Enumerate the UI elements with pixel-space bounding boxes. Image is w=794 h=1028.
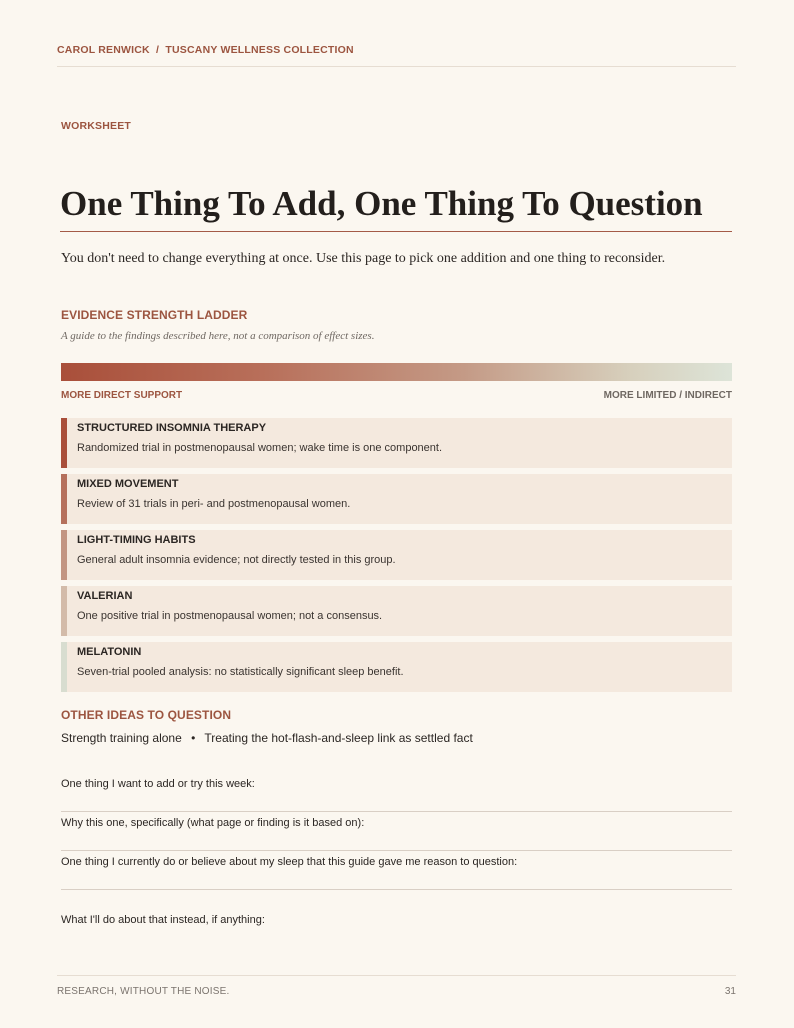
prompt-question: One thing I currently do or believe about my sleep that this guide gave me reason to question: xyxy=(61,856,518,868)
prompt-why: Why this one, specifically (what page or finding is it based on): xyxy=(61,817,365,829)
ladder-item xyxy=(61,642,732,692)
prompt-add: One thing I want to add or try this week: xyxy=(61,778,255,790)
ladder-item-desc: General adult insomnia evidence; not directly tested in this group. xyxy=(77,554,396,566)
worksheet-label: WORKSHEET xyxy=(61,120,132,132)
page-header xyxy=(57,40,736,67)
ladder-item-desc: Review of 31 trials in peri- and postmenopausal women. xyxy=(77,498,351,510)
ladder-item xyxy=(61,474,732,524)
other-ideas-heading: OTHER IDEAS TO QUESTION xyxy=(61,708,232,722)
ladder-item-name: LIGHT-TIMING HABITS xyxy=(77,534,196,546)
scale-label-direct: MORE DIRECT SUPPORT xyxy=(61,390,183,401)
scale-label-limited: MORE LIMITED / INDIRECT xyxy=(603,390,732,401)
page-title: One Thing To Add, One Thing To Question xyxy=(60,183,732,232)
other-ideas-list xyxy=(61,731,473,745)
other-idea-item: Strength training alone xyxy=(61,731,182,745)
ladder-item-desc: One positive trial in postmenopausal women; not a consensus. xyxy=(77,610,383,622)
answer-line-why[interactable] xyxy=(61,850,732,851)
evidence-swatch xyxy=(61,642,67,692)
page-number: 31 xyxy=(724,986,736,997)
footer-tagline: RESEARCH, WITHOUT THE NOISE. xyxy=(57,986,230,997)
ladder-item-name: MIXED MOVEMENT xyxy=(77,478,179,490)
other-idea-item: Treating the hot-flash-and-sleep link as settled fact xyxy=(204,731,473,745)
ladder-item-name: MELATONIN xyxy=(77,646,142,658)
answer-line-add[interactable] xyxy=(61,811,732,812)
ladder-item-desc: Randomized trial in postmenopausal women; wake time is one component. xyxy=(77,442,443,454)
footer-divider xyxy=(57,975,736,976)
ladder-item xyxy=(61,586,732,636)
evidence-swatch xyxy=(61,474,67,524)
ladder-item xyxy=(61,418,732,468)
ladder-caption: A guide to the findings described here, not a comparison of effect sizes. xyxy=(61,330,375,342)
ladder-item-name: STRUCTURED INSOMNIA THERAPY xyxy=(77,422,267,434)
evidence-swatch xyxy=(61,530,67,580)
ladder-item-name: VALERIAN xyxy=(77,590,133,602)
intro-text: You don't need to change everything at once. Use this page to pick one addition and one thing to reconsider. xyxy=(61,251,666,266)
evidence-gradient-bar xyxy=(61,363,732,381)
bullet-separator: • xyxy=(191,731,196,745)
prompt-instead: What I'll do about that instead, if anything: xyxy=(61,914,265,926)
ladder-item xyxy=(61,530,732,580)
evidence-swatch xyxy=(61,586,67,636)
answer-line-question[interactable] xyxy=(61,889,732,890)
ladder-heading: EVIDENCE STRENGTH LADDER xyxy=(61,308,248,322)
breadcrumb: CAROL RENWICK / TUSCANY WELLNESS COLLECTION xyxy=(57,44,354,56)
ladder-item-desc: Seven-trial pooled analysis: no statistically significant sleep benefit. xyxy=(77,666,404,678)
evidence-swatch xyxy=(61,418,67,468)
